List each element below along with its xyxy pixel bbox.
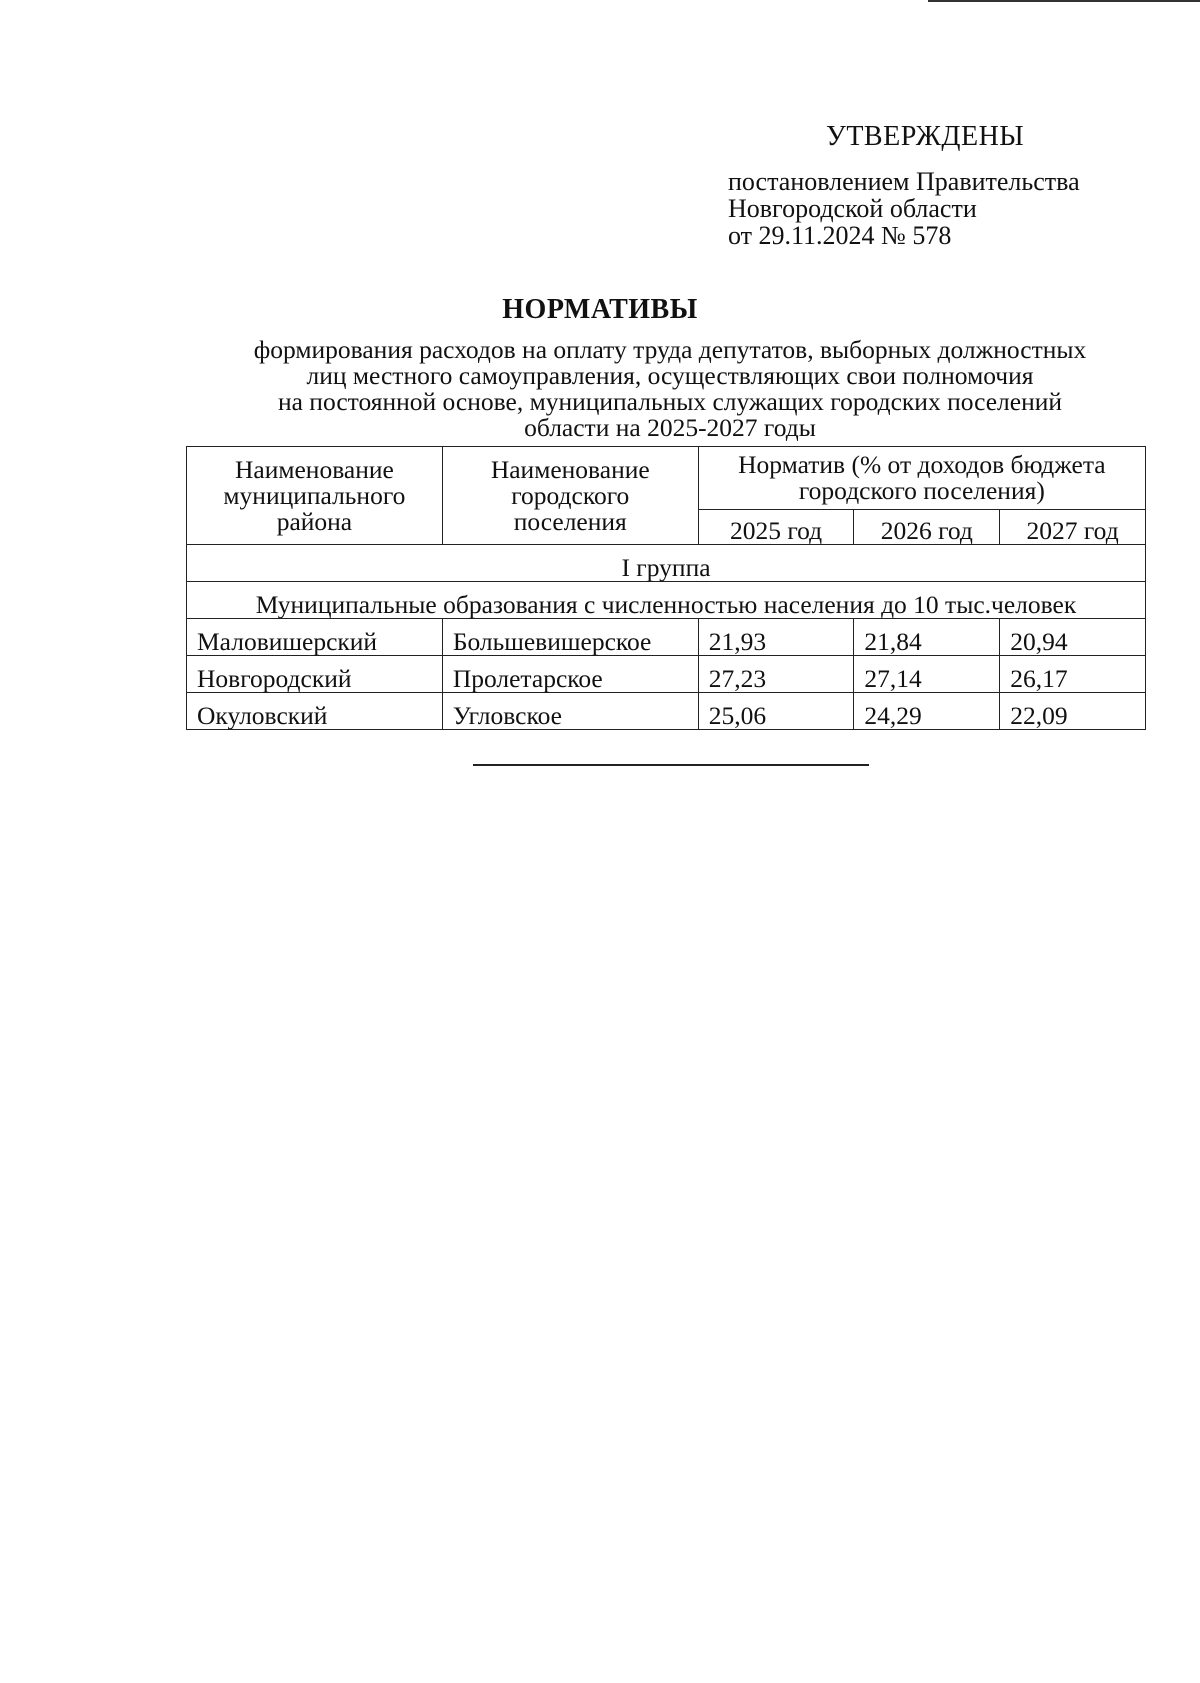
cell-value-2027: 20,94 bbox=[1000, 619, 1146, 656]
closing-rule bbox=[473, 764, 869, 766]
document-subtitle bbox=[180, 337, 1160, 441]
group-title-row bbox=[187, 545, 1146, 582]
cell-value-2026: 21,84 bbox=[854, 619, 1000, 656]
header-norm: Норматив (% от доходов бюджета городского поселения) bbox=[698, 447, 1145, 510]
approval-line-3: от 29.11.2024 № 578 bbox=[728, 221, 952, 250]
group-description-row bbox=[187, 582, 1146, 619]
approval-block bbox=[728, 120, 1158, 249]
group-description: Муниципальные образования с численностью населения до 10 тыс.человек bbox=[187, 582, 1146, 619]
cell-district: Окуловский bbox=[187, 693, 443, 730]
table-row bbox=[187, 619, 1146, 656]
cell-value-2025: 21,93 bbox=[698, 619, 854, 656]
cell-district: Маловишерский bbox=[187, 619, 443, 656]
approval-line-1: постановлением Правительства bbox=[728, 167, 1080, 196]
table-row bbox=[187, 693, 1146, 730]
subtitle-line-1: формирования расходов на оплату труда депутатов, выборных должностных bbox=[253, 335, 1087, 364]
cell-settlement: Угловское bbox=[442, 693, 698, 730]
document-title: НОРМАТИВЫ bbox=[502, 294, 698, 325]
header-year-2026: 2026 год bbox=[854, 510, 1000, 545]
group-title: I группа bbox=[187, 545, 1146, 582]
table-row bbox=[187, 656, 1146, 693]
cell-district: Новгородский bbox=[187, 656, 443, 693]
cell-value-2026: 27,14 bbox=[854, 656, 1000, 693]
header-settlement: Наименование городского поселения bbox=[442, 447, 698, 545]
subtitle-line-2: лиц местного самоуправления, осуществляющих свои полномочия bbox=[306, 361, 1034, 390]
cell-settlement: Большевишерское bbox=[442, 619, 698, 656]
approval-title: УТВЕРЖДЕНЫ bbox=[826, 121, 1025, 152]
top-edge-rule bbox=[928, 0, 1200, 2]
approval-line-2: Новгородской области bbox=[728, 194, 977, 223]
subtitle-line-3: на постоянной основе, муниципальных служащих городских поселений bbox=[277, 387, 1063, 416]
cell-value-2027: 22,09 bbox=[1000, 693, 1146, 730]
cell-value-2026: 24,29 bbox=[854, 693, 1000, 730]
subtitle-line-4: области на 2025-2027 годы bbox=[524, 413, 816, 442]
cell-value-2025: 25,06 bbox=[698, 693, 854, 730]
cell-settlement: Пролетарское bbox=[442, 656, 698, 693]
header-year-2027: 2027 год bbox=[1000, 510, 1146, 545]
norms-table bbox=[186, 446, 1146, 730]
table-header-row bbox=[187, 447, 1146, 510]
header-year-2025: 2025 год bbox=[698, 510, 854, 545]
cell-value-2025: 27,23 bbox=[698, 656, 854, 693]
header-district: Наименование муниципального района bbox=[187, 447, 443, 545]
cell-value-2027: 26,17 bbox=[1000, 656, 1146, 693]
